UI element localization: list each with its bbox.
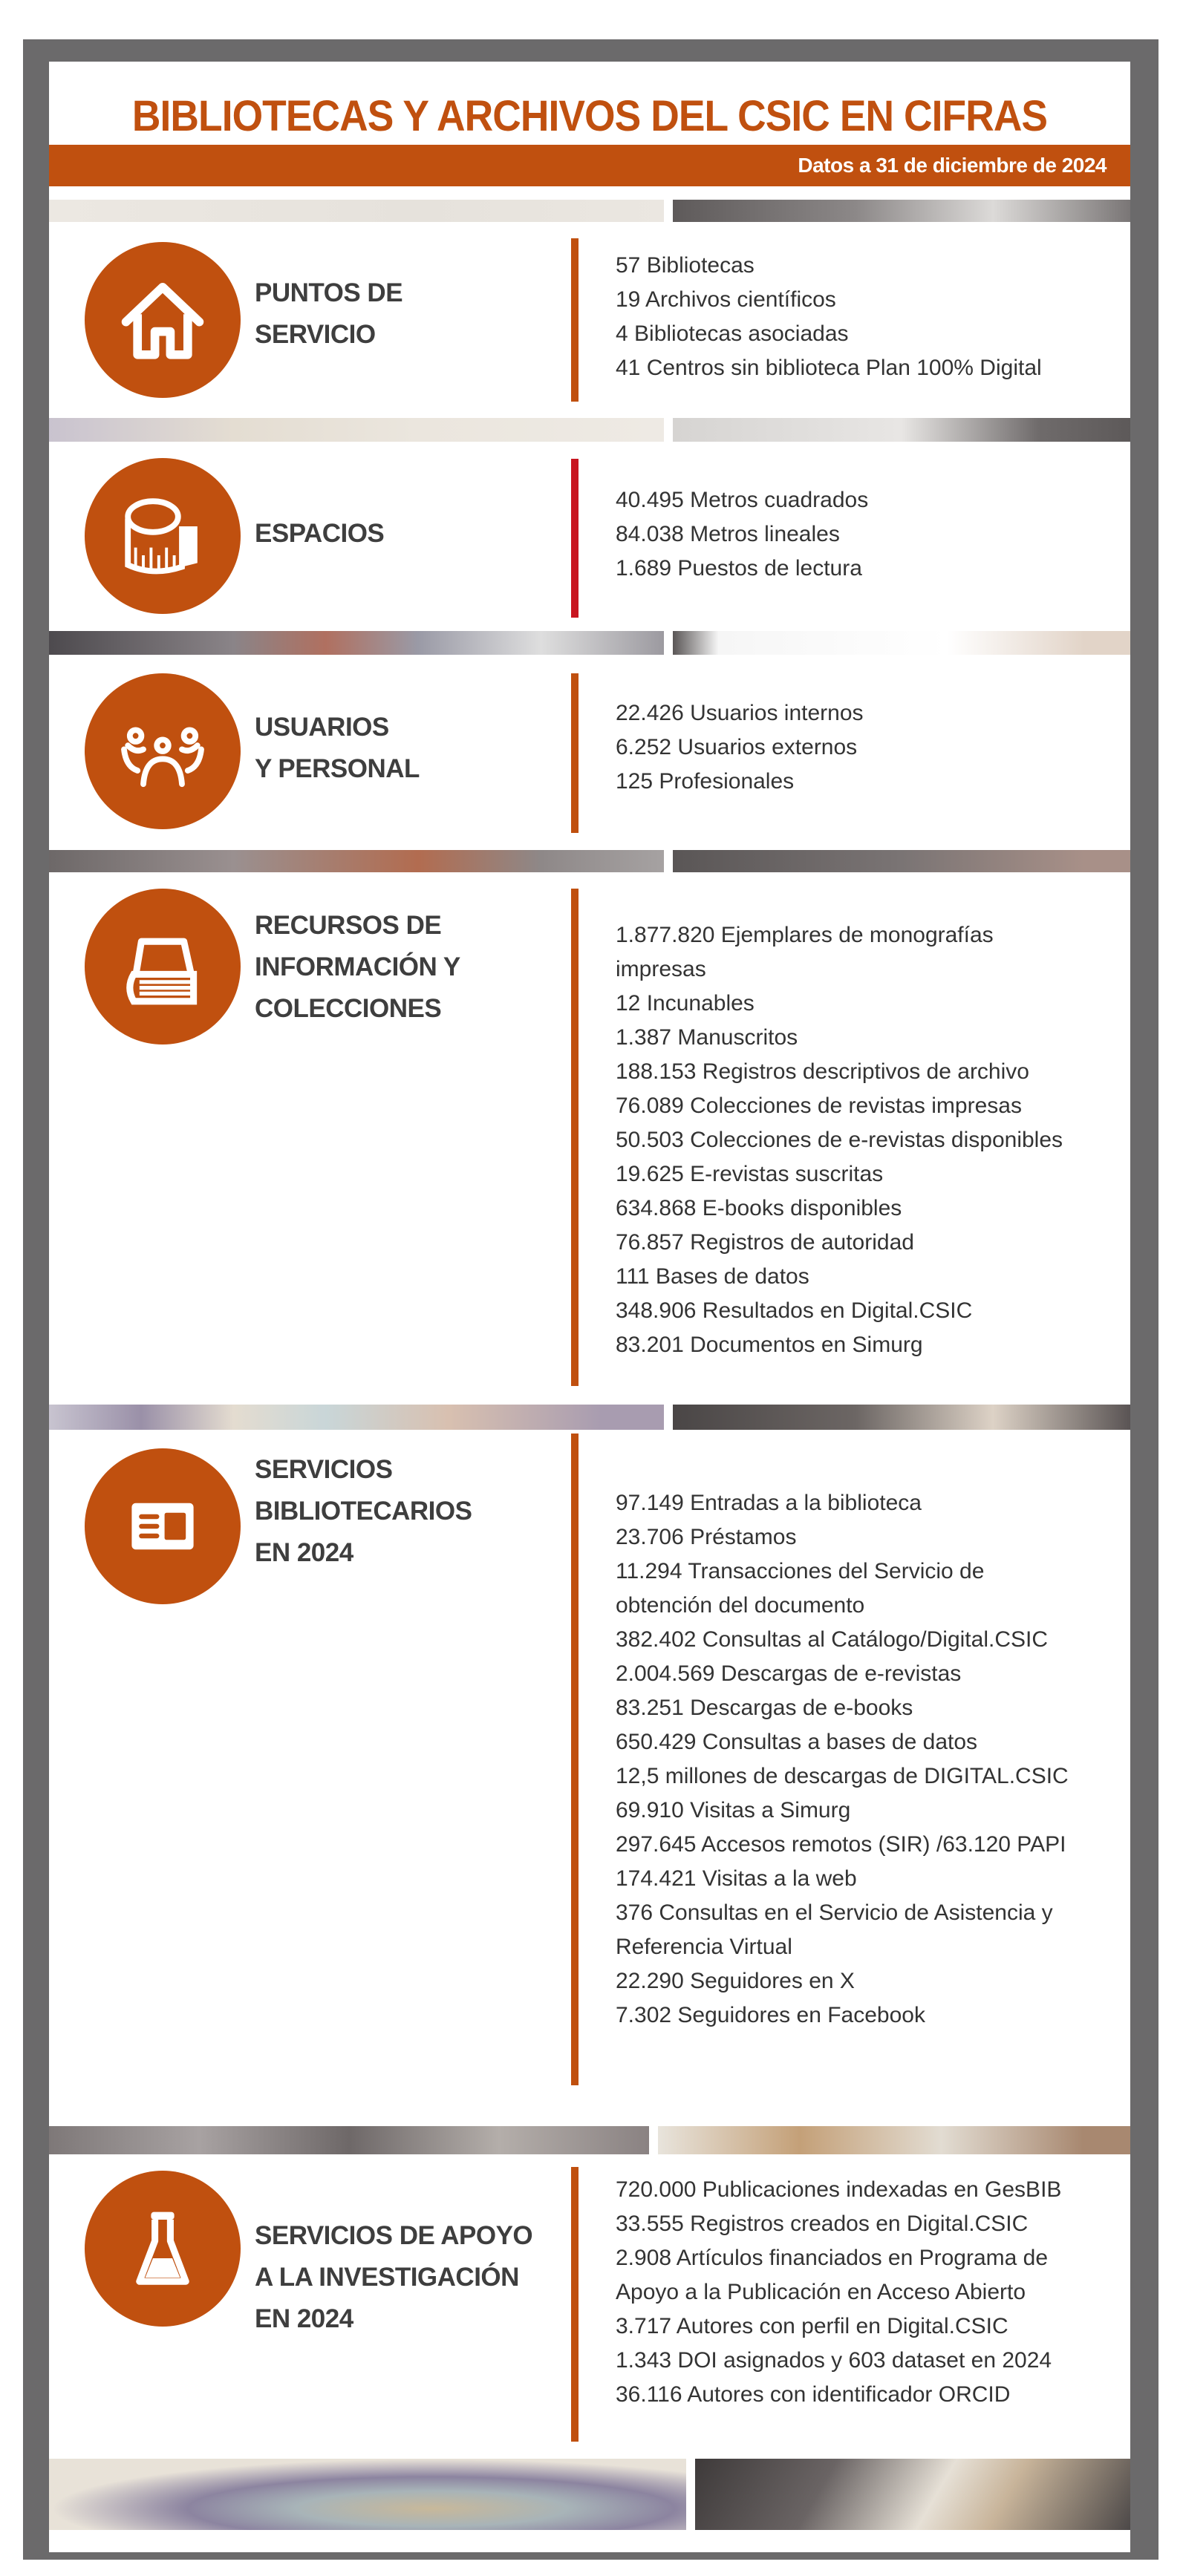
list-item: 650.429 Consultas a bases de datos — [616, 1730, 978, 1754]
list-item: 348.906 Resultados en Digital.CSIC — [616, 1298, 973, 1323]
divider-bar — [571, 2167, 579, 2442]
list-item: 23.706 Préstamos — [616, 1525, 797, 1549]
divider-bar — [571, 673, 579, 833]
list-item: 57 Bibliotecas — [616, 253, 755, 278]
book-icon — [85, 889, 241, 1045]
list-item: 84.038 Metros lineales — [616, 522, 840, 546]
divider-bar — [571, 1434, 579, 2085]
list-item: 1.387 Manuscritos — [616, 1025, 798, 1050]
divider-bar — [571, 459, 579, 618]
divider-bar — [571, 889, 579, 1386]
photo-strip — [49, 631, 1130, 655]
list-item: 125 Profesionales — [616, 769, 795, 794]
section-usuarios-y-personal — [49, 655, 1130, 850]
stats-list — [616, 483, 1098, 586]
list-item: 40.495 Metros cuadrados — [616, 488, 869, 512]
list-item: 6.252 Usuarios externos — [616, 735, 858, 759]
infographic-panel — [49, 62, 1130, 2552]
list-item: 3.717 Autores con perfil en Digital.CSIC — [616, 2314, 1008, 2338]
divider-bar — [571, 238, 579, 402]
section-heading: SERVICIOS DE APOYO A LA INVESTIGACIÓN EN 2024 — [255, 2221, 533, 2333]
list-item: 111 Bases de datos — [616, 1264, 809, 1289]
id-card-icon — [85, 1448, 241, 1604]
list-item: 22.426 Usuarios internos — [616, 701, 864, 725]
section-puntos-de-servicio — [49, 222, 1130, 418]
list-item: 19.625 E-revistas suscritas — [616, 1162, 884, 1186]
list-item: 174.421 Visitas a la web — [616, 1866, 857, 1891]
list-item: 2.004.569 Descargas de e-revistas — [616, 1661, 962, 1686]
section-apoyo-investigacion — [49, 2154, 1130, 2459]
date-subtitle: Datos a 31 de diciembre de 2024 — [798, 154, 1107, 177]
list-item: 33.555 Registros creados en Digital.CSIC — [616, 2211, 1029, 2236]
list-item: 297.645 Accesos remotos (SIR) /63.120 PAPI — [616, 1832, 1066, 1857]
photo-strip — [49, 418, 1130, 442]
house-icon — [85, 242, 241, 398]
section-heading: SERVICIOS BIBLIOTECARIOS EN 2024 — [255, 1455, 472, 1567]
infographic-frame — [23, 39, 1158, 2560]
list-item: 188.153 Registros descriptivos de archivo — [616, 1059, 1029, 1084]
list-item: 382.402 Consultas al Catálogo/Digital.CSIC — [616, 1627, 1048, 1652]
list-item: 97.149 Entradas a la biblioteca — [616, 1491, 922, 1515]
photo-strip-bottom — [49, 2459, 1130, 2530]
photo-strip — [49, 850, 1130, 872]
users-group-icon — [85, 673, 241, 829]
page-title: BIBLIOTECAS Y ARCHIVOS DEL CSIC EN CIFRAS — [131, 92, 1048, 140]
list-item: 12,5 millones de descargas de DIGITAL.CSIC — [616, 1764, 1069, 1788]
section-heading: RECURSOS DE INFORMACIÓN Y COLECCIONES — [255, 911, 460, 1023]
date-band — [49, 145, 1130, 186]
list-item: 50.503 Colecciones de e-revistas disponibles — [616, 1128, 1063, 1152]
list-item: 4 Bibliotecas asociadas — [616, 321, 849, 346]
photo-strip — [49, 200, 1130, 222]
photo-strip — [49, 1405, 1130, 1430]
stats-list — [616, 696, 1098, 799]
list-item: 720.000 Publicaciones indexadas en GesBIB — [616, 2177, 1062, 2202]
measuring-tape-icon — [85, 458, 241, 614]
stats-list — [616, 249, 1098, 385]
list-item: 76.857 Registros de autoridad — [616, 1230, 914, 1255]
list-item: 12 Incunables — [616, 991, 755, 1016]
section-heading: ESPACIOS — [255, 519, 385, 548]
section-heading: USUARIOS Y PERSONAL — [255, 713, 420, 783]
list-item: 19 Archivos científicos — [616, 287, 836, 312]
list-item: 76.089 Colecciones de revistas impresas — [616, 1094, 1022, 1118]
list-item: 376 Consultas en el Servicio de Asistencia y Referencia Virtual — [616, 1900, 1053, 1959]
stats-list — [616, 918, 1098, 1362]
list-item: 69.910 Visitas a Simurg — [616, 1798, 851, 1823]
list-item: 83.251 Descargas de e-books — [616, 1696, 913, 1720]
section-servicios-bibliotecarios — [49, 1430, 1130, 2126]
list-item: 634.868 E-books disponibles — [616, 1196, 902, 1220]
list-item: 2.908 Artículos financiados en Programa de Apoyo a la Publicación en Acceso Abierto — [616, 2246, 1049, 2304]
list-item: 1.343 DOI asignados y 603 dataset en 2024 — [616, 2348, 1052, 2373]
list-item: 22.290 Seguidores en X — [616, 1969, 855, 1993]
section-espacios — [49, 442, 1130, 631]
section-recursos-de-informacion — [49, 872, 1130, 1405]
stats-list — [616, 1486, 1098, 2033]
stats-list — [616, 2173, 1098, 2412]
list-item: 11.294 Transacciones del Servicio de obtención del documento — [616, 1559, 985, 1618]
list-item: 1.877.820 Ejemplares de monografías impresas — [616, 923, 994, 981]
list-item: 83.201 Documentos en Simurg — [616, 1333, 923, 1357]
list-item: 1.689 Puestos de lectura — [616, 556, 862, 581]
flask-icon — [85, 2171, 241, 2327]
list-item: 7.302 Seguidores en Facebook — [616, 2003, 925, 2027]
section-heading: PUNTOS DE SERVICIO — [255, 278, 403, 349]
list-item: 41 Centros sin biblioteca Plan 100% Digital — [616, 356, 1042, 380]
photo-strip — [49, 2126, 1130, 2154]
list-item: 36.116 Autores con identificador ORCID — [616, 2382, 1011, 2407]
